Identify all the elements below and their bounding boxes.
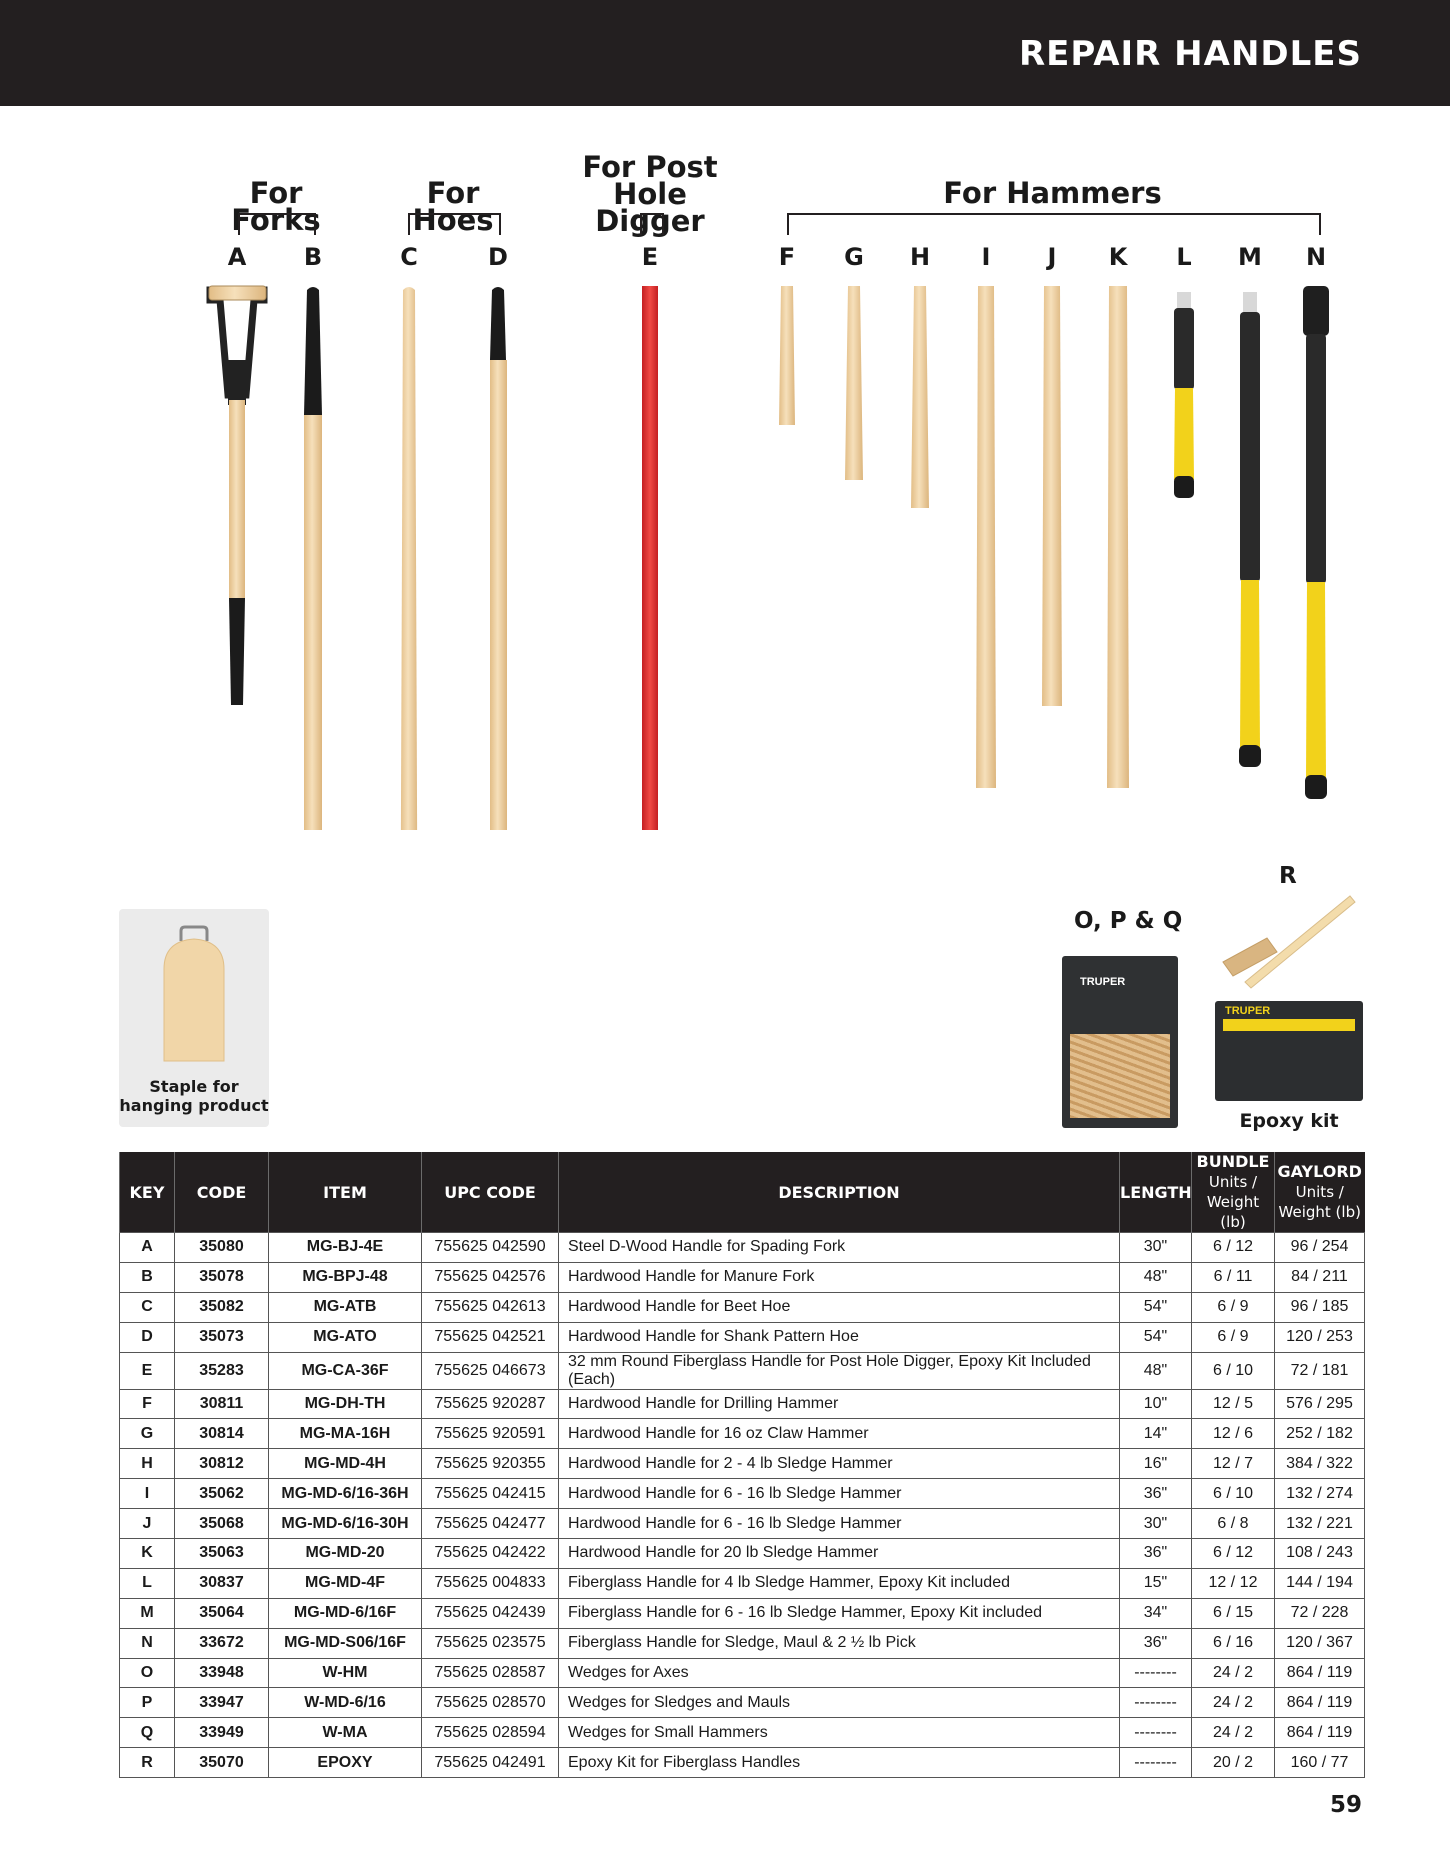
cell-key: Q	[120, 1718, 175, 1748]
cell-bundle: 12 / 7	[1192, 1449, 1275, 1479]
staple-callout	[119, 909, 269, 1127]
table-row	[120, 1419, 1365, 1449]
cell-code: 35064	[175, 1598, 269, 1628]
header-bundle-sub2: Weight (lb)	[1206, 1193, 1260, 1231]
cell-bundle: 6 / 12	[1192, 1233, 1275, 1263]
cell-code: 30814	[175, 1419, 269, 1449]
cell-key: O	[120, 1658, 175, 1688]
cell-description: Hardwood Handle for Shank Pattern Hoe	[559, 1322, 1120, 1352]
header-description: DESCRIPTION	[559, 1152, 1120, 1233]
cell-upc: 755625 920591	[422, 1419, 559, 1449]
cell-length: 54"	[1120, 1322, 1192, 1352]
cell-length: 36"	[1120, 1539, 1192, 1569]
product-table	[119, 1152, 1365, 1778]
cell-description: Wedges for Axes	[559, 1658, 1120, 1688]
key-letter-h: H	[909, 243, 931, 271]
handle-b	[304, 287, 322, 830]
cell-key: D	[120, 1322, 175, 1352]
cell-length: --------	[1120, 1718, 1192, 1748]
cell-length: 15"	[1120, 1568, 1192, 1598]
cell-item: MG-ATO	[269, 1322, 422, 1352]
cell-item: MG-MA-16H	[269, 1419, 422, 1449]
cell-length: --------	[1120, 1688, 1192, 1718]
cell-gaylord: 132 / 221	[1275, 1509, 1365, 1539]
cell-length: 14"	[1120, 1419, 1192, 1449]
cell-bundle: 6 / 10	[1192, 1479, 1275, 1509]
cell-code: 35063	[175, 1539, 269, 1569]
cell-bundle: 6 / 10	[1192, 1352, 1275, 1389]
table-row	[120, 1658, 1365, 1688]
cell-key: J	[120, 1509, 175, 1539]
cell-gaylord: 144 / 194	[1275, 1568, 1365, 1598]
staple-caption	[119, 1077, 269, 1115]
cell-description: Steel D-Wood Handle for Spading Fork	[559, 1233, 1120, 1263]
wedges-label: O, P & Q	[1074, 908, 1183, 934]
cell-upc: 755625 004833	[422, 1568, 559, 1598]
bracket-hammers	[787, 213, 1321, 235]
handle-h	[911, 286, 929, 508]
cell-description: Wedges for Sledges and Mauls	[559, 1688, 1120, 1718]
cell-gaylord: 96 / 254	[1275, 1233, 1365, 1263]
cell-key: N	[120, 1628, 175, 1658]
cell-key: G	[120, 1419, 175, 1449]
epoxy-package-brand: TRUPER	[1225, 1005, 1271, 1017]
cell-length: 48"	[1120, 1352, 1192, 1389]
cell-length: --------	[1120, 1658, 1192, 1688]
table-header-row	[120, 1152, 1365, 1233]
cell-upc: 755625 042521	[422, 1322, 559, 1352]
handle-a	[209, 286, 266, 705]
cell-key: E	[120, 1352, 175, 1389]
cell-description: 32 mm Round Fiberglass Handle for Post Hole Digger, Epoxy Kit Included (Each)	[559, 1352, 1120, 1389]
table-row	[120, 1262, 1365, 1292]
cell-code: 35078	[175, 1262, 269, 1292]
cell-key: A	[120, 1233, 175, 1263]
header-item: ITEM	[269, 1152, 422, 1233]
table-row	[120, 1598, 1365, 1628]
key-letter-n: N	[1305, 243, 1327, 271]
cell-upc: 755625 042477	[422, 1509, 559, 1539]
cell-gaylord: 72 / 228	[1275, 1598, 1365, 1628]
cell-item: MG-BPJ-48	[269, 1262, 422, 1292]
cell-description: Epoxy Kit for Fiberglass Handles	[559, 1748, 1120, 1778]
header-bundle-sub: Units /	[1208, 1173, 1258, 1191]
staple-caption-line2: hanging product	[119, 1096, 269, 1115]
page-header	[0, 0, 1450, 106]
epoxy-package-strip	[1223, 1019, 1355, 1031]
table-row	[120, 1479, 1365, 1509]
handle-d	[490, 287, 507, 830]
cell-item: MG-ATB	[269, 1292, 422, 1322]
cell-length: 16"	[1120, 1449, 1192, 1479]
cell-gaylord: 864 / 119	[1275, 1688, 1365, 1718]
cell-description: Hardwood Handle for Beet Hoe	[559, 1292, 1120, 1322]
epoxy-sticks-illustration	[1215, 890, 1365, 990]
handle-f	[779, 286, 795, 425]
cell-gaylord: 252 / 182	[1275, 1419, 1365, 1449]
cell-upc: 755625 042613	[422, 1292, 559, 1322]
group-label-post-line1: For Post	[582, 150, 718, 184]
table-row	[120, 1628, 1365, 1658]
cell-gaylord: 84 / 211	[1275, 1262, 1365, 1292]
cell-length: 48"	[1120, 1262, 1192, 1292]
key-letter-d: D	[488, 243, 508, 271]
cell-gaylord: 96 / 185	[1275, 1292, 1365, 1322]
key-letter-b: B	[303, 243, 323, 271]
table-row	[120, 1539, 1365, 1569]
handle-c	[400, 287, 418, 830]
cell-upc: 755625 042590	[422, 1233, 559, 1263]
cell-upc: 755625 042439	[422, 1598, 559, 1628]
cell-upc: 755625 042422	[422, 1539, 559, 1569]
cell-upc: 755625 028570	[422, 1688, 559, 1718]
cell-gaylord: 72 / 181	[1275, 1352, 1365, 1389]
cell-key: H	[120, 1449, 175, 1479]
cell-code: 35283	[175, 1352, 269, 1389]
cell-upc: 755625 920287	[422, 1389, 559, 1419]
handle-n	[1303, 286, 1329, 799]
cell-length: 30"	[1120, 1233, 1192, 1263]
header-gaylord-sub2: Weight (lb)	[1278, 1203, 1361, 1221]
cell-bundle: 24 / 2	[1192, 1688, 1275, 1718]
cell-item: MG-BJ-4E	[269, 1233, 422, 1263]
page-title: REPAIR HANDLES	[1018, 34, 1362, 74]
cell-length: 10"	[1120, 1389, 1192, 1419]
cell-upc: 755625 042415	[422, 1479, 559, 1509]
cell-description: Hardwood Handle for 20 lb Sledge Hammer	[559, 1539, 1120, 1569]
key-letter-a: A	[227, 243, 247, 271]
cell-bundle: 6 / 9	[1192, 1322, 1275, 1352]
cell-upc: 755625 046673	[422, 1352, 559, 1389]
table-row	[120, 1568, 1365, 1598]
cell-item: MG-MD-6/16-36H	[269, 1479, 422, 1509]
cell-gaylord: 864 / 119	[1275, 1718, 1365, 1748]
handle-m	[1239, 292, 1261, 767]
cell-length: 36"	[1120, 1479, 1192, 1509]
key-letter-f: F	[778, 243, 796, 271]
cell-item: W-MA	[269, 1718, 422, 1748]
cell-gaylord: 120 / 253	[1275, 1322, 1365, 1352]
cell-upc: 755625 042491	[422, 1748, 559, 1778]
cell-code: 33672	[175, 1628, 269, 1658]
group-label-post-line2: Hole Digger	[595, 177, 705, 238]
group-label-hammers: For Hammers	[943, 176, 1162, 210]
handle-l	[1174, 292, 1194, 498]
cell-description: Wedges for Small Hammers	[559, 1718, 1120, 1748]
cell-bundle: 12 / 12	[1192, 1568, 1275, 1598]
cell-bundle: 6 / 16	[1192, 1628, 1275, 1658]
cell-gaylord: 864 / 119	[1275, 1658, 1365, 1688]
cell-code: 35073	[175, 1322, 269, 1352]
cell-key: B	[120, 1262, 175, 1292]
bracket-hoes	[408, 213, 501, 235]
header-gaylord-sub: Units /	[1295, 1183, 1344, 1201]
table-row	[120, 1233, 1365, 1263]
page-number: 59	[1329, 1792, 1362, 1818]
staple-illustration	[119, 909, 269, 1069]
table-row	[120, 1322, 1365, 1352]
table-body	[120, 1233, 1365, 1778]
handle-g	[845, 286, 863, 480]
cell-length: 54"	[1120, 1292, 1192, 1322]
epoxy-caption: Epoxy kit	[1239, 1110, 1339, 1132]
cell-upc: 755625 028594	[422, 1718, 559, 1748]
cell-key: R	[120, 1748, 175, 1778]
handle-i	[976, 286, 996, 788]
bracket-post-hole-digger	[640, 213, 664, 235]
cell-description: Hardwood Handle for 6 - 16 lb Sledge Hammer	[559, 1509, 1120, 1539]
cell-key: I	[120, 1479, 175, 1509]
header-code: CODE	[175, 1152, 269, 1233]
table-row	[120, 1389, 1365, 1419]
cell-description: Hardwood Handle for 6 - 16 lb Sledge Hammer	[559, 1479, 1120, 1509]
key-letter-g: G	[844, 243, 864, 271]
key-letter-m: M	[1238, 243, 1262, 271]
bracket-forks	[238, 213, 316, 235]
cell-item: MG-DH-TH	[269, 1389, 422, 1419]
header-bundle	[1192, 1152, 1275, 1233]
group-label-forks: For Forks	[231, 176, 321, 237]
cell-key: K	[120, 1539, 175, 1569]
cell-item: EPOXY	[269, 1748, 422, 1778]
cell-code: 33949	[175, 1718, 269, 1748]
key-letter-j: J	[1047, 243, 1057, 271]
header-bundle-title: BUNDLE	[1196, 1152, 1270, 1171]
cell-description: Fiberglass Handle for 6 - 16 lb Sledge Hammer, Epoxy Kit included	[559, 1598, 1120, 1628]
cell-bundle: 6 / 12	[1192, 1539, 1275, 1569]
key-letter-l: L	[1176, 243, 1192, 271]
wedges-package-window	[1070, 1034, 1170, 1118]
key-letter-e: E	[641, 243, 659, 271]
cell-gaylord: 160 / 77	[1275, 1748, 1365, 1778]
handle-e	[640, 286, 660, 830]
cell-item: MG-MD-4H	[269, 1449, 422, 1479]
cell-code: 30837	[175, 1568, 269, 1598]
cell-item: MG-MD-6/16-30H	[269, 1509, 422, 1539]
cell-length: --------	[1120, 1748, 1192, 1778]
cell-item: MG-MD-S06/16F	[269, 1628, 422, 1658]
cell-code: 35068	[175, 1509, 269, 1539]
cell-gaylord: 384 / 322	[1275, 1449, 1365, 1479]
cell-description: Fiberglass Handle for 4 lb Sledge Hammer, Epoxy Kit included	[559, 1568, 1120, 1598]
staple-caption-line1: Staple for	[149, 1077, 239, 1096]
cell-key: M	[120, 1598, 175, 1628]
cell-code: 35080	[175, 1233, 269, 1263]
cell-bundle: 24 / 2	[1192, 1658, 1275, 1688]
cell-description: Hardwood Handle for Drilling Hammer	[559, 1389, 1120, 1419]
key-letter-c: C	[400, 243, 418, 271]
handle-j	[1042, 286, 1062, 706]
cell-key: F	[120, 1389, 175, 1419]
cell-item: MG-MD-4F	[269, 1568, 422, 1598]
cell-code: 33947	[175, 1688, 269, 1718]
cell-bundle: 6 / 15	[1192, 1598, 1275, 1628]
header-gaylord-title: GAYLORD	[1277, 1162, 1362, 1181]
cell-code: 35070	[175, 1748, 269, 1778]
cell-key: L	[120, 1568, 175, 1598]
cell-code: 33948	[175, 1658, 269, 1688]
cell-description: Hardwood Handle for 16 oz Claw Hammer	[559, 1419, 1120, 1449]
table-row	[120, 1688, 1365, 1718]
cell-upc: 755625 023575	[422, 1628, 559, 1658]
table-row	[120, 1718, 1365, 1748]
cell-item: W-MD-6/16	[269, 1688, 422, 1718]
cell-upc: 755625 042576	[422, 1262, 559, 1292]
cell-item: MG-MD-6/16F	[269, 1598, 422, 1628]
cell-code: 35062	[175, 1479, 269, 1509]
cell-length: 34"	[1120, 1598, 1192, 1628]
header-gaylord	[1275, 1152, 1365, 1233]
cell-item: MG-CA-36F	[269, 1352, 422, 1389]
cell-length: 30"	[1120, 1509, 1192, 1539]
cell-bundle: 6 / 11	[1192, 1262, 1275, 1292]
cell-upc: 755625 028587	[422, 1658, 559, 1688]
header-key: KEY	[120, 1152, 175, 1233]
handles-illustration	[0, 270, 1450, 830]
table-row	[120, 1509, 1365, 1539]
cell-bundle: 6 / 9	[1192, 1292, 1275, 1322]
cell-code: 30811	[175, 1389, 269, 1419]
cell-gaylord: 120 / 367	[1275, 1628, 1365, 1658]
cell-code: 35082	[175, 1292, 269, 1322]
epoxy-package	[1215, 1001, 1363, 1101]
wedges-package-brand: TRUPER	[1080, 976, 1126, 988]
cell-gaylord: 132 / 274	[1275, 1479, 1365, 1509]
cell-key: C	[120, 1292, 175, 1322]
cell-length: 36"	[1120, 1628, 1192, 1658]
cell-description: Hardwood Handle for 2 - 4 lb Sledge Hammer	[559, 1449, 1120, 1479]
cell-upc: 755625 920355	[422, 1449, 559, 1479]
cell-code: 30812	[175, 1449, 269, 1479]
cell-gaylord: 108 / 243	[1275, 1539, 1365, 1569]
cell-bundle: 12 / 5	[1192, 1389, 1275, 1419]
cell-description: Fiberglass Handle for Sledge, Maul & 2 ½ lb Pick	[559, 1628, 1120, 1658]
table-row	[120, 1449, 1365, 1479]
cell-bundle: 12 / 6	[1192, 1419, 1275, 1449]
key-letter-i: I	[981, 243, 991, 271]
cell-item: W-HM	[269, 1658, 422, 1688]
handle-k	[1107, 286, 1129, 788]
cell-item: MG-MD-20	[269, 1539, 422, 1569]
table-row	[120, 1292, 1365, 1322]
group-label-hoes: For Hoes	[412, 176, 494, 237]
key-letter-k: K	[1108, 243, 1128, 271]
cell-key: P	[120, 1688, 175, 1718]
cell-bundle: 20 / 2	[1192, 1748, 1275, 1778]
cell-description: Hardwood Handle for Manure Fork	[559, 1262, 1120, 1292]
header-upc: UPC CODE	[422, 1152, 559, 1233]
epoxy-label: R	[1279, 863, 1297, 889]
table-row	[120, 1352, 1365, 1389]
header-length: LENGTH	[1120, 1152, 1192, 1233]
cell-gaylord: 576 / 295	[1275, 1389, 1365, 1419]
wedges-package	[1062, 956, 1178, 1128]
table-row	[120, 1748, 1365, 1778]
cell-bundle: 6 / 8	[1192, 1509, 1275, 1539]
cell-bundle: 24 / 2	[1192, 1718, 1275, 1748]
